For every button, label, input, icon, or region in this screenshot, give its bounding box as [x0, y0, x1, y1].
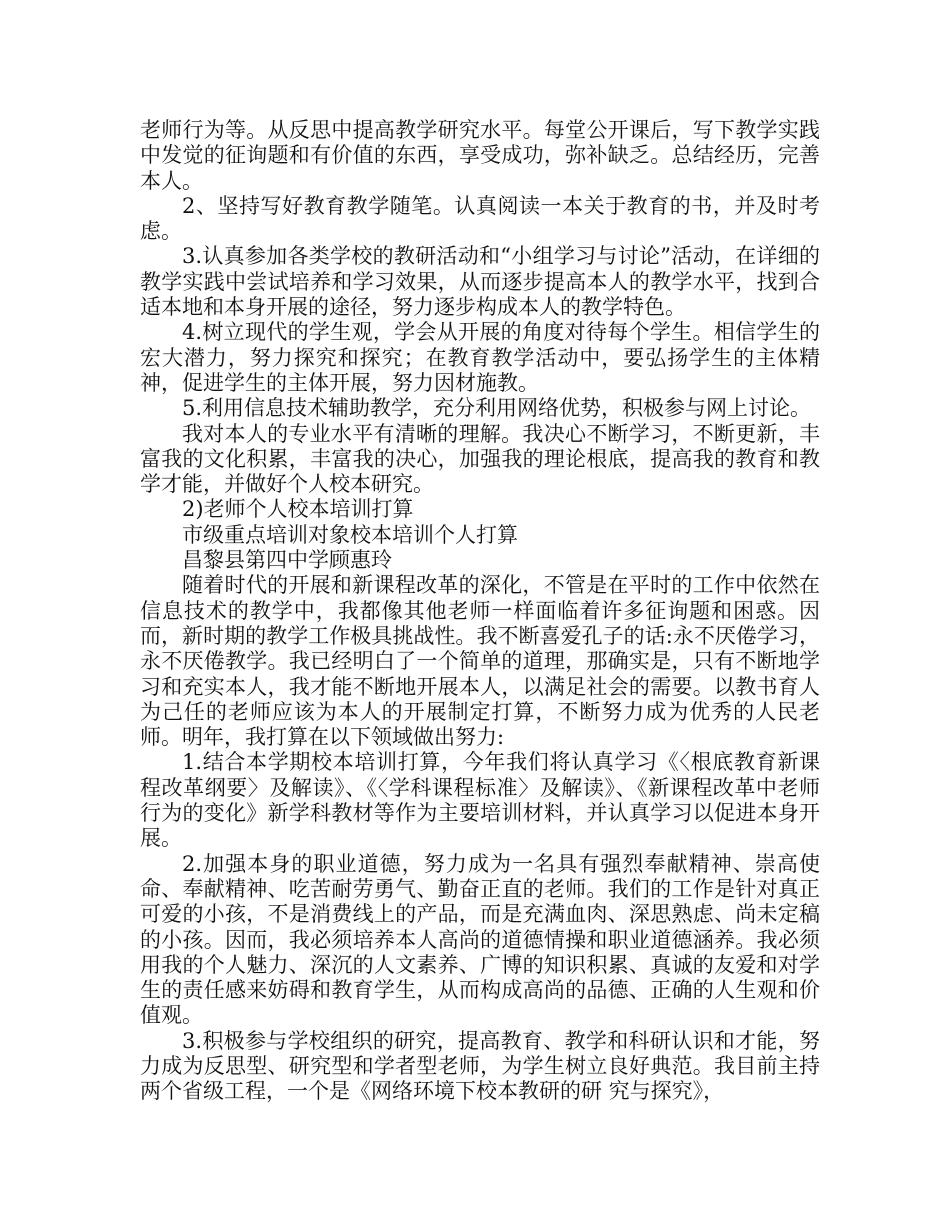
paragraph: 4.树立现代的学生观，学会从开展的角度对待每个学生。相信学生的宏大潜力，努力探究和探究；在教育教学活动中，要弘扬学生的主体精神，促进学生的主体开展，努力因材施教。 [140, 320, 820, 395]
document-title: 市级重点培训对象校本培训个人打算 [182, 522, 518, 547]
paragraph: 3.认真参加各类学校的教研活动和“小组学习与讨论”活动，在详细的教学实践中尝试培养和学习效果，从而逐步提高本人的教学水平，找到合适本地和本身开展的途径，努力逐步构成本人的教学特色。 [140, 244, 820, 320]
paragraph: 3.积极参与学校组织的研究，提高教育、教学和科研认识和才能，努力成为反思型、研究型和学者型老师，为学生树立良好典范。我目前主持两个省级工程，一个是《网络环境下校本教研的研 究与探究》， [140, 1028, 820, 1104]
author-line: 昌黎县第四中学顾惠玲 [182, 548, 392, 573]
paragraph: 2、坚持写好教育教学随笔。认真阅读一本关于教育的书，并及时考虑。 [140, 193, 820, 244]
section-heading: 2)老师个人校本培训打算 [182, 497, 414, 522]
paragraph: 2.加强本身的职业道德，努力成为一名具有强烈奉献精神、崇高使命、奉献精神、吃苦耐劳勇气、勤奋正直的老师。我们的工作是针对真正可爱的小孩，不是消费线上的产品，而是充满血肉、深思熟虑、尚未定稿的小孩。因而，我必须培养本人高尚的道德情操和职业道德涵养。我必须用我的个人魅力、深沉的人文素养、广博的知识积累、真诚的友爱和对学生的责任感来妨碍和教育学生，从而构成高尚的品德、正确的人生观和价值观。 [140, 851, 820, 1028]
paragraph: 老师行为等。从反思中提高教学研究水平。每堂公开课后，写下教学实践中发觉的征询题和有价值的东西，享受成功，弥补缺乏。总结经历，完善本人。 [140, 118, 820, 193]
paragraph: 1.结合本学期校本培训打算，今年我们将认真学习《〈根底教育新课程改革纲要〉及解读》、《〈学科课程标准〉及解读》、《新课程改革中老师行为的变化》新学科教材等作为主要培训材料，并认真学习以促进本身开展。 [140, 750, 820, 851]
document-body [140, 118, 820, 1105]
paragraph: 5.利用信息技术辅助教学，充分利用网络优势，积极参与网上讨论。 [182, 396, 812, 421]
paragraph: 我对本人的专业水平有清晰的理解。我决心不断学习，不断更新，丰富我的文化积累，丰富我的决心，加强我的理论根底，提高我的教育和教学才能，并做好个人校本研究。 [140, 421, 820, 497]
paragraph: 随着时代的开展和新课程改革的深化，不管是在平时的工作中依然在信息技术的教学中，我都像其他老师一样面临着许多征询题和困惑。因而，新时期的教学工作极具挑战性。我不断喜爱孔子的话:永不厌倦学习，永不厌倦教学。我已经明白了一个简单的道理，那确实是，只有不断地学习和充实本人，我才能不断地开展本人，以满足社会的需要。以教书育人为己任的老师应该为本人的开展制定打算，不断努力成为优秀的人民老师。明年，我打算在以下领域做出努力: [140, 573, 820, 750]
